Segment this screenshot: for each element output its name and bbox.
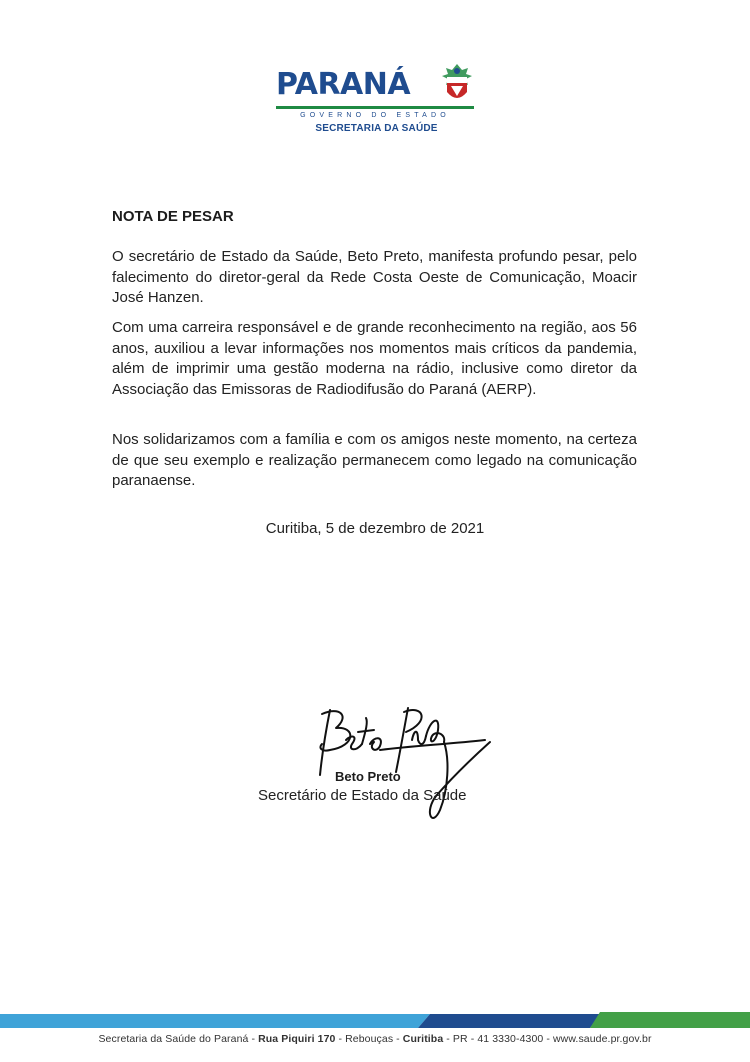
logo-government-label: GOVERNO DO ESTADO xyxy=(300,112,450,119)
logo-green-rule xyxy=(276,106,474,109)
signer-role: Secretário de Estado da Saúde xyxy=(258,787,467,804)
paragraph-1: O secretário de Estado da Saúde, Beto Preto, manifesta profundo pesar, pelo falecimento do diretor-geral da Rede Costa Oeste de Comunicação, Moacir José Hanzen. xyxy=(112,248,637,306)
footer-part-2: - Rebouças - xyxy=(335,1033,403,1045)
logo-department-label: SECRETARIA DA SAÚDE xyxy=(315,123,438,134)
signer-name: Beto Preto xyxy=(335,769,401,784)
footer-part-1: Secretaria da Saúde do Paraná - xyxy=(98,1033,259,1045)
paragraph-3: Nos solidarizamos com a família e com os amigos neste momento, na certeza de que seu exemplo e realização permanecem como legado na comunicação paranaense. xyxy=(112,431,637,489)
date-line: Curitiba, 5 de dezembro de 2021 xyxy=(265,520,485,537)
coat-of-arms-icon xyxy=(438,62,476,106)
footer-city: Curitiba xyxy=(402,1033,444,1045)
header-logo xyxy=(274,62,479,142)
handwritten-signature xyxy=(300,700,500,835)
footer-part-3: - PR - 41 3330-4300 - www.saude.pr.gov.br xyxy=(443,1033,652,1045)
footer-color-band xyxy=(0,1008,750,1028)
logo-wordmark: PARANÁ xyxy=(276,67,411,102)
footer-address: Rua Piquiri 170 xyxy=(258,1033,336,1045)
letter-heading: NOTA DE PESAR xyxy=(112,208,234,225)
footer-contact-line xyxy=(0,1033,750,1045)
paragraph-2: Com uma carreira responsável e de grande reconhecimento na região, aos 56 anos, auxiliou a levar informações nos momentos mais críticos da pandemia, além de imprimir uma gestão moderna na rádio, inclusive como diretor da Associação das Emissoras de Radiodifusão do Paraná (AERP). xyxy=(112,319,637,398)
